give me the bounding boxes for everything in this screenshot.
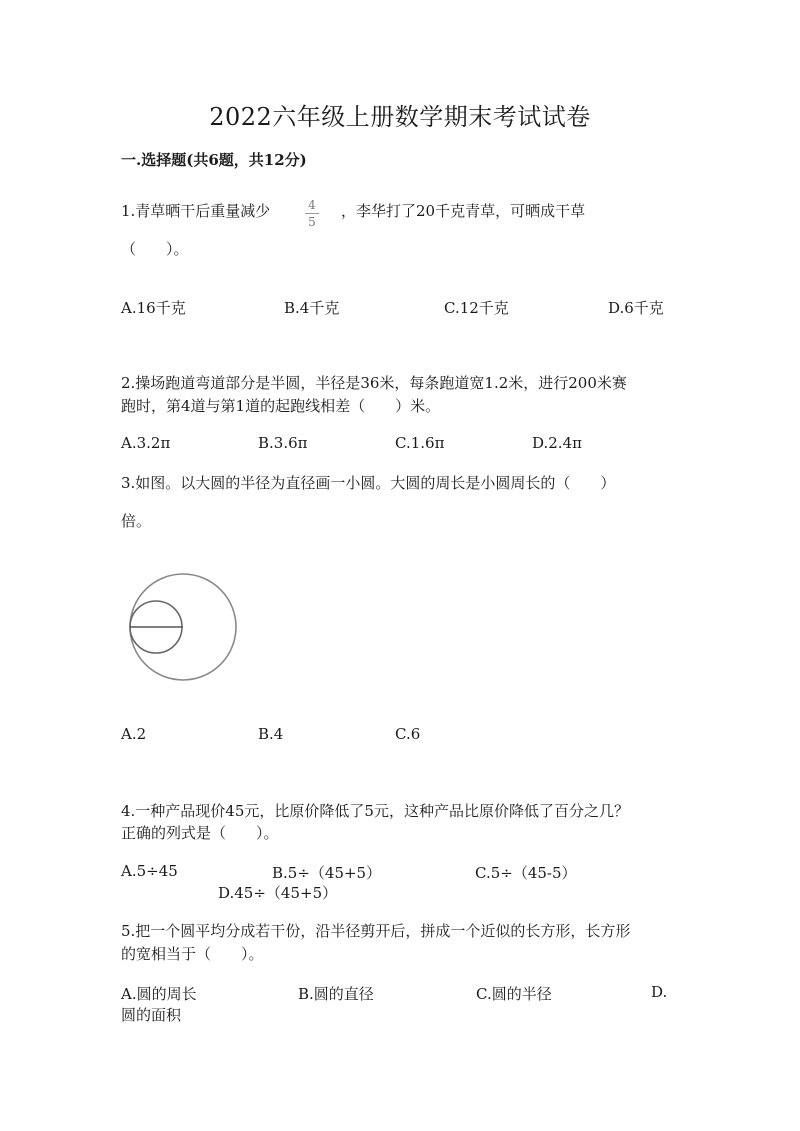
question-1-text-b: ，李华打了20千克青草，可晒成干草 — [341, 202, 586, 220]
question-1-option-a: A.16千克 — [121, 299, 186, 317]
fraction-bar — [305, 213, 319, 214]
question-5-option-c: C.圆的半径 — [476, 985, 552, 1003]
question-4-option-a: A.5÷45 — [121, 862, 178, 880]
question-3-option-c: C.6 — [395, 725, 421, 743]
fraction-four-fifths — [299, 198, 325, 229]
question-2-option-d: D.2.4π — [532, 434, 582, 452]
question-3-line-2: 倍。 — [121, 512, 152, 530]
fraction-denominator: 5 — [308, 215, 316, 229]
question-5-option-d-text: 圆的面积 — [121, 1006, 182, 1024]
circles-figure — [123, 568, 239, 686]
question-3-line-1: 3.如图。以大圆的半径为直径画一小圆。大圆的周长是小圆周长的（ ） — [121, 474, 616, 492]
question-3-option-a: A.2 — [121, 725, 147, 743]
question-5-option-b: B.圆的直径 — [298, 985, 374, 1003]
question-4-line-2: 正确的列式是（ ）。 — [121, 824, 279, 842]
question-1-option-b: B.4千克 — [284, 299, 340, 317]
question-4-option-b: B.5÷（45+5） — [272, 864, 382, 882]
question-4-option-d: D.45÷（45+5） — [218, 884, 338, 902]
question-2-option-c: C.1.6π — [395, 434, 445, 452]
section-header: 一.选择题(共6题，共12分) — [121, 151, 307, 169]
fraction-numerator: 4 — [308, 198, 316, 212]
question-2-option-b: B.3.6π — [258, 434, 308, 452]
question-4-option-c: C.5÷（45-5） — [475, 864, 577, 882]
page-title: 2022六年级上册数学期末考试试卷 — [209, 103, 591, 131]
question-5-option-a: A.圆的周长 — [121, 985, 197, 1003]
question-5-line-1: 5.把一个圆平均分成若干份，沿半径剪开后，拼成一个近似的长方形，长方形 — [121, 922, 631, 940]
question-2-line-2: 跑时，第4道与第1道的起跑线相差（ ）米。 — [121, 397, 441, 415]
question-1-option-c: C.12千克 — [444, 299, 509, 317]
question-1-text-a: 1.青草晒干后重量减少 — [121, 202, 271, 220]
question-4-line-1: 4.一种产品现价45元，比原价降低了5元，这种产品比原价降低了百分之几？ — [121, 802, 629, 820]
question-2-line-1: 2.操场跑道弯道部分是半圆，半径是36米，每条跑道宽1.2米，进行200米赛 — [121, 374, 627, 392]
question-5-option-d: D. — [651, 983, 668, 1001]
question-1-text-c: （ ）。 — [121, 240, 189, 258]
question-3-option-b: B.4 — [258, 725, 284, 743]
question-5-line-2: 的宽相当于（ ）。 — [121, 945, 264, 963]
question-2-option-a: A.3.2π — [121, 434, 171, 452]
question-1-option-d: D.6千克 — [608, 299, 664, 317]
